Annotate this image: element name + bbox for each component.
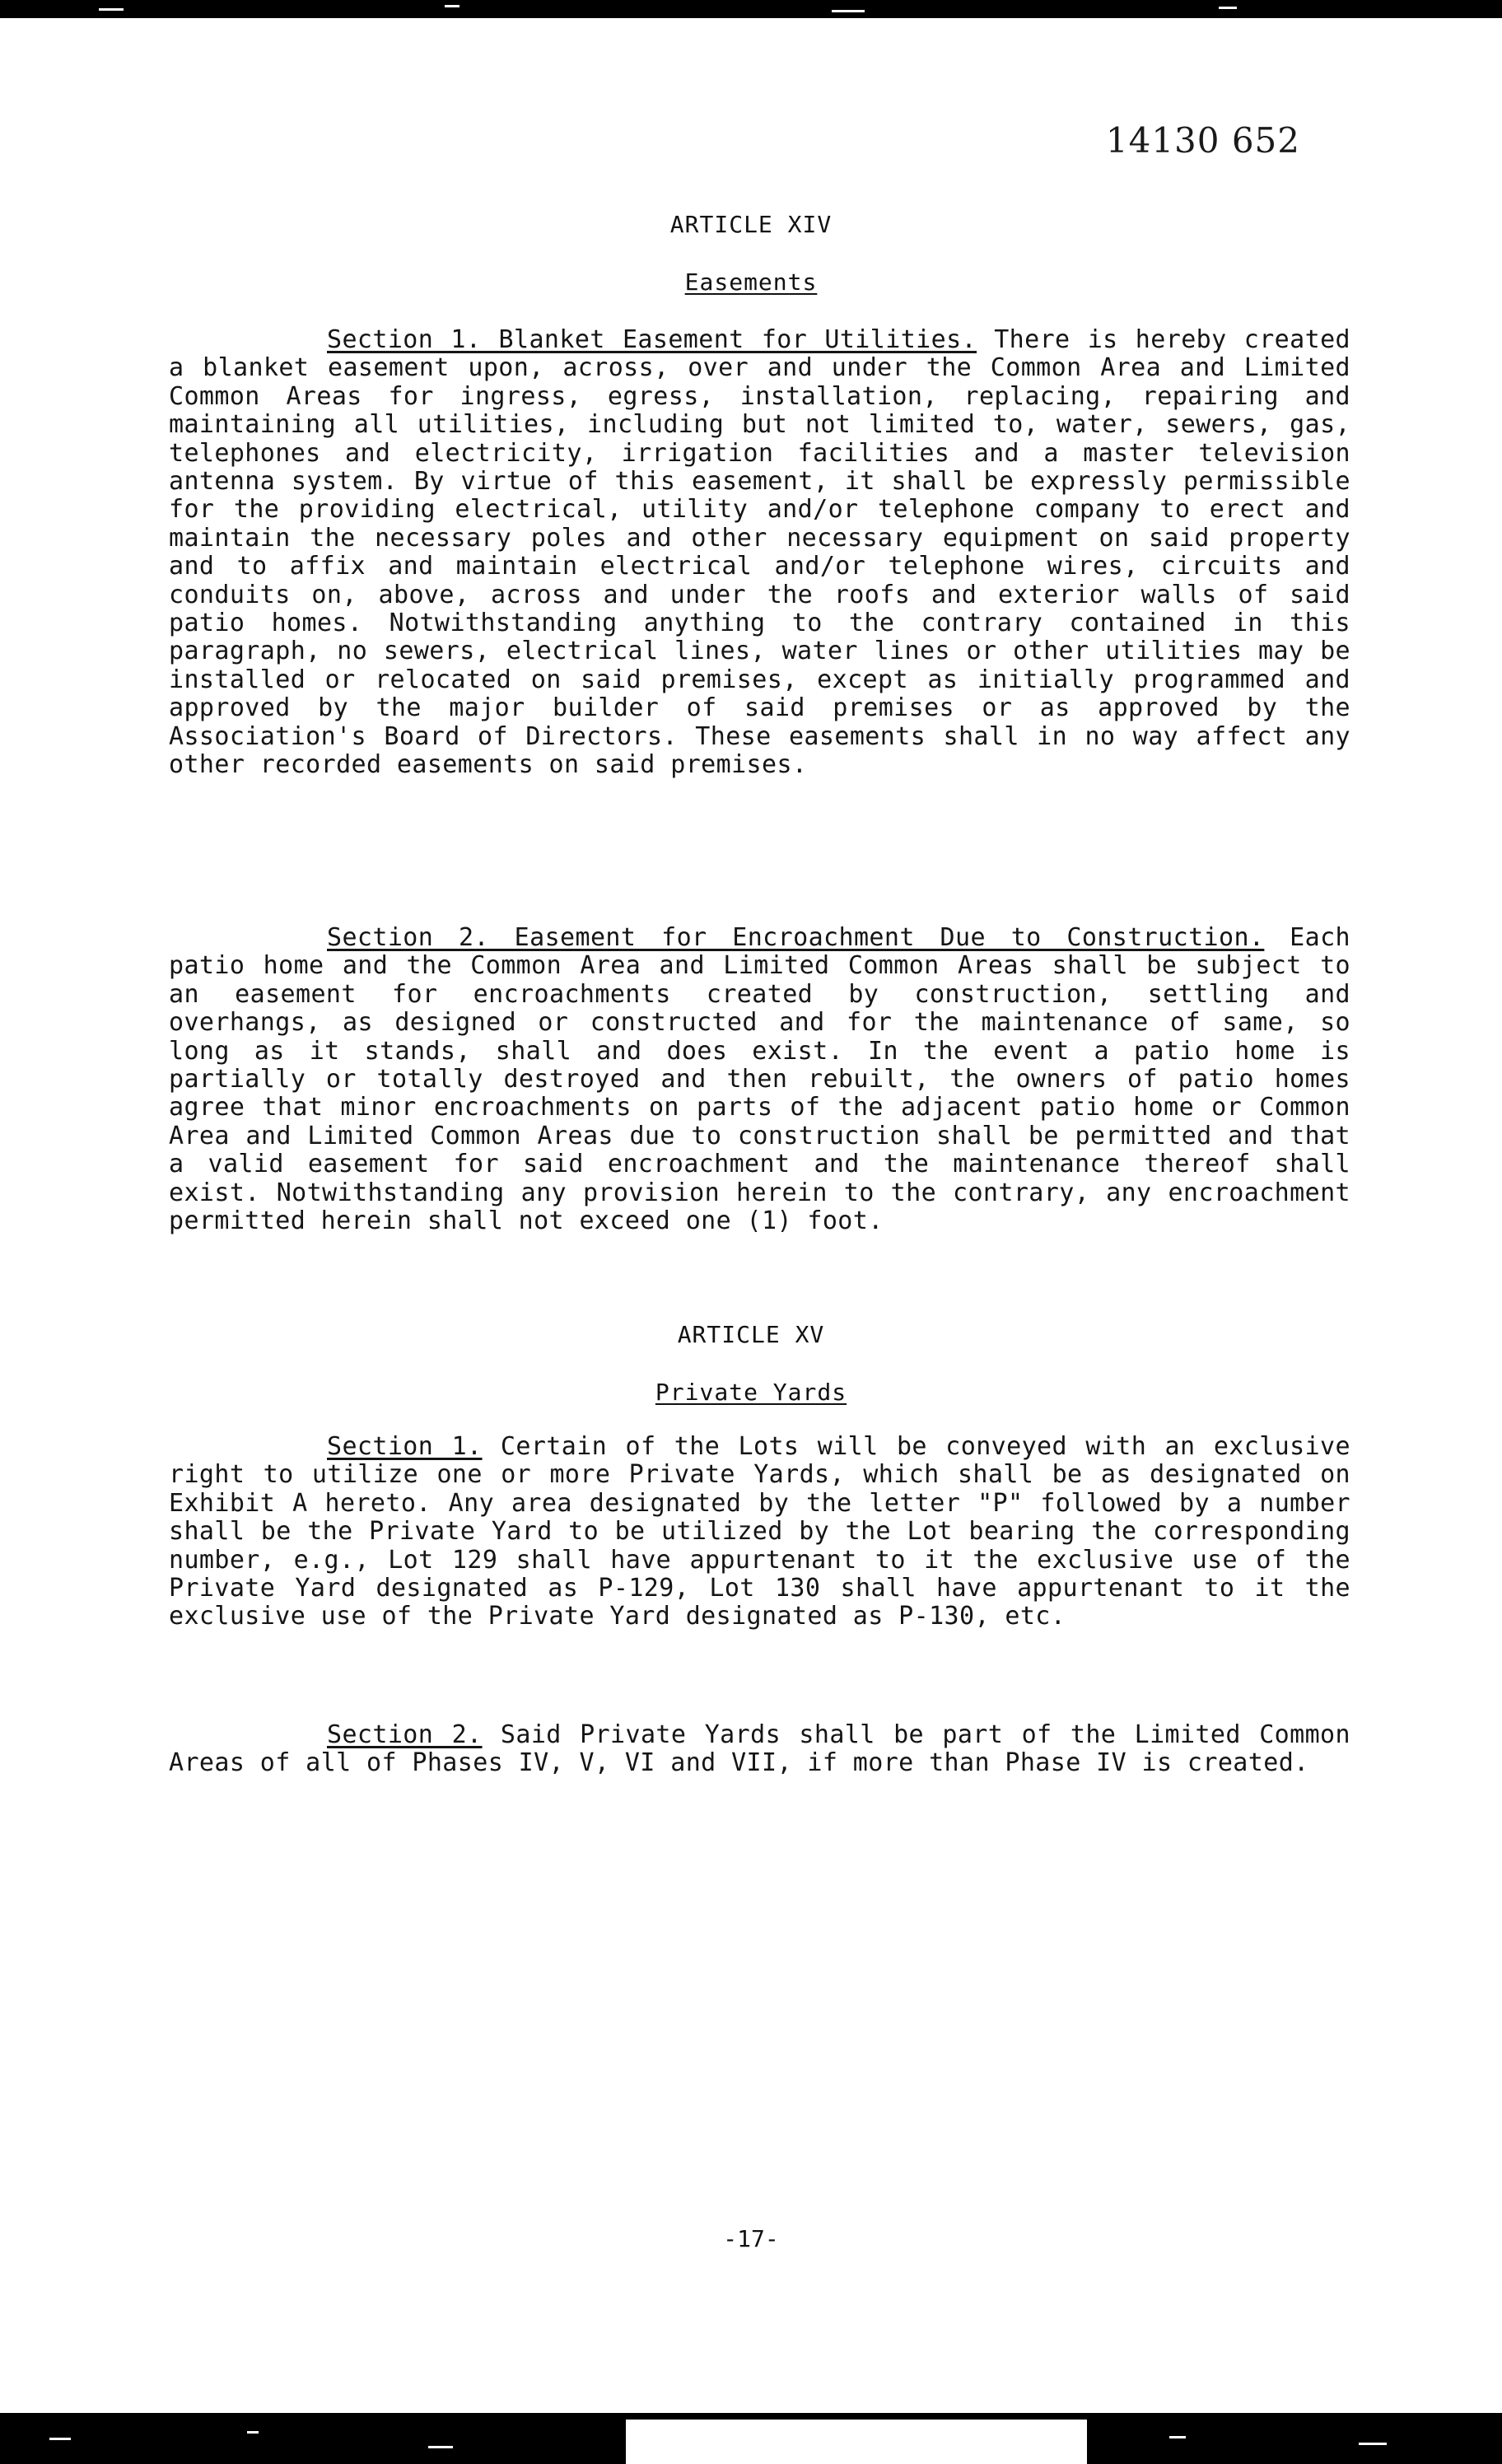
- article-xiv-section-2: [169, 924, 1350, 1235]
- section-2-heading: Section 2. Easement for Encroachment Due to Construction.: [327, 923, 1265, 952]
- article-xv-section-1: [169, 1433, 1350, 1631]
- section-1-body: There is hereby created a blanket easement upon, across, over and under the Common Area and Limited Common Areas for ingress, egress, installation, replacing, repairing and maintaining all utilities, including but not limited to, water, sewers, gas, telephones and electricity, irrigation facilities and a master television antenna system. By virtue of this easement, it shall be expressly permissible for the providing electrical, utility and/or telephone company to erect and maintain the necessary poles and other necessary equipment on said property and to affix and maintain electrical and/or telephone wires, circuits and conduits on, above, across and under the roofs and exterior walls of said patio homes. Notwithstanding anything to the contrary contained in this paragraph, no sewers, electrical lines, water lines or other utilities may be installed or relocated on said premises, except as initially programmed and approved by the major builder of said premises or as approved by the Association's Board of Directors. These easements shall in no way affect any other recorded easements on said premises.: [169, 325, 1350, 780]
- article-xiv-title: [0, 268, 1502, 296]
- section-2-heading: Section 2.: [327, 1720, 483, 1749]
- article-xiv-section-1: [169, 326, 1350, 780]
- section-2-body: Each patio home and the Common Area and Limited Common Areas shall be subject to an easement for encroachments created by construction, settling and overhangs, as designed or constructed and for the maintenance of same, so long as it stands, shall and does exist. In the event a patio home is partially or totally destroyed and then rebuilt, the owners of patio homes agree that minor encroachments on parts of the adjacent patio home or Common Area and Limited Common Areas due to construction shall be permitted and that a valid easement for said encroachment and the maintenance thereof shall exist. Notwithstanding any provision herein to the contrary, any encroachment permitted herein shall not exceed one (1) foot.: [169, 923, 1350, 1236]
- article-xv-section-2: [169, 1721, 1350, 1778]
- article-xv-title: [0, 1379, 1502, 1406]
- article-xv-heading: ARTICLE XV: [677, 1321, 825, 1348]
- section-1-body: Certain of the Lots will be conveyed with an exclusive right to utilize one or more Private Yards, which shall be as designated on Exhibit A hereto. Any area designated by the letter "P" followed by a number shall be the Private Yard to be utilized by the Lot bearing the corresponding number, e.g., Lot 129 shall have appurtenant to it the exclusive use of the Private Yard designated as P-129, Lot 130 shall have appurtenant to it the exclusive use of the Private Yard designated as P-130, etc.: [169, 1432, 1350, 1631]
- section-2-body: Said Private Yards shall be part of the Limited Common Areas of all of Phases IV, V, VI and VII, if more than Phase IV is created.: [169, 1720, 1350, 1778]
- page-number: -17-: [723, 2225, 779, 2252]
- scan-edge-bottom: [0, 2413, 1502, 2464]
- section-1-heading: Section 1.: [327, 1432, 483, 1461]
- article-xiv-heading: ARTICLE XIV: [669, 211, 833, 238]
- section-1-heading: Section 1. Blanket Easement for Utilities.: [327, 325, 977, 354]
- recording-reference: 14130 652: [1105, 120, 1300, 161]
- article-xv-title-text: Private Yards: [655, 1379, 847, 1406]
- scan-edge-top: [0, 0, 1502, 18]
- article-xiv-title-text: Easements: [684, 268, 818, 296]
